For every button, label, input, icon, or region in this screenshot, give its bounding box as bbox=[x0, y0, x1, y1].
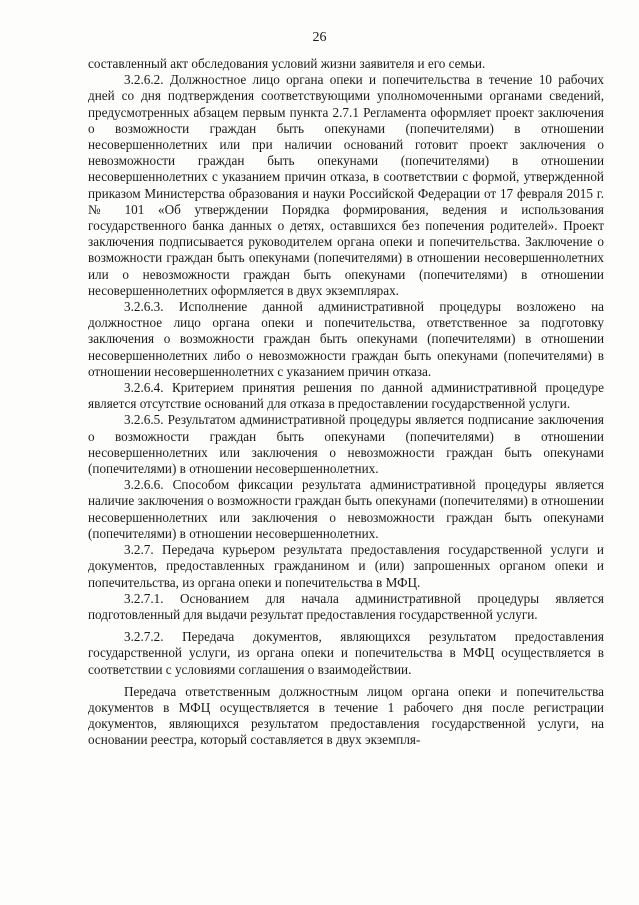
paragraph-3-2-7-2: 3.2.7.2. Передача документов, являющихся результатом предоставления государственной услуги, из органа опеки и попечительства в МФЦ осуществляется в соответствии с условиями соглашения о взаимодействии. bbox=[88, 629, 604, 677]
paragraph-3-2-7: 3.2.7. Передача курьером результата предоставления государственной услуги и документов, предоставленных гражданином и (или) запрошенных органом опеки и попечительства, из органа опеки и попечительства в МФЦ. bbox=[88, 542, 604, 590]
document-body bbox=[88, 56, 604, 749]
paragraph-3-2-6-3: 3.2.6.3. Исполнение данной административной процедуры возложено на должностное лицо органа опеки и попечительства, ответственное за подготовку заключения о возможности граждан быть опекунами (попечителями) в отношении несовершеннолетних либо о невозможности граждан быть опекунами (попечителями) в отношении несовершеннолетних с указанием причин отказа. bbox=[88, 299, 604, 379]
paragraph-3-2-6-2: 3.2.6.2. Должностное лицо органа опеки и попечительства в течение 10 рабочих дней со дня подтверждения соответствующими уполномоченными органами сведений, предусмотренных абзацем первым пункта 2.7.1 Регламента оформляет проект заключения о возможности граждан быть опекунами (попечителями) в отношении несовершеннолетних или при наличии оснований готовит проект заключения о невозможности граждан быть опекунами (попечителями) в отношении несовершеннолетних с указанием причин отказа, в соответствии с формой, утвержденной приказом Министерства образования и науки Российской Федерации от 17 февраля 2015 г. № 101 «Об утверждении Порядка формирования, ведения и использования государственного банка данных о детях, оставшихся без попечения родителей». Проект заключения подписывается руководителем органа опеки и попечительства. Заключение о возможности граждан быть опекунами (попечителями) в отношении несовершеннолетних или о невозможности граждан быть опекунами (попечителями) в отношении несовершеннолетних оформляется в двух экземплярах. bbox=[88, 72, 604, 298]
paragraph-3-2-6-4: 3.2.6.4. Критерием принятия решения по данной административной процедуре является отсутствие оснований для отказа в предоставлении государственной услуги. bbox=[88, 380, 604, 412]
paragraph-continuation: составленный акт обследования условий жизни заявителя и его семьи. bbox=[88, 56, 486, 71]
paragraph-transfer: Передача ответственным должностным лицом органа опеки и попечительства документов в МФЦ осуществляется в течение 1 рабочего дня после регистрации документов, являющихся результатом предоставления государственной услуги, на основании реестра, который составляется в двух экземпля- bbox=[88, 683, 604, 748]
paragraph-3-2-6-6: 3.2.6.6. Способом фиксации результата административной процедуры является наличие заключения о возможности граждан быть опекунами (попечителями) в отношении несовершеннолетних или заключения о невозможности граждан быть опекунами (попечителями) в отношении несовершеннолетних. bbox=[88, 477, 604, 541]
paragraph-3-2-7-1: 3.2.7.1. Основанием для начала административной процедуры является подготовленный для выдачи результат предоставления государственной услуги. bbox=[88, 590, 604, 622]
paragraph-3-2-6-5: 3.2.6.5. Результатом административной процедуры является подписание заключения о возможности граждан быть опекунами (попечителями) в отношении несовершеннолетних или заключения о невозможности граждан быть опекунами (попечителями) в отношении несовершеннолетних. bbox=[88, 412, 604, 477]
page-number: 26 bbox=[312, 30, 327, 45]
